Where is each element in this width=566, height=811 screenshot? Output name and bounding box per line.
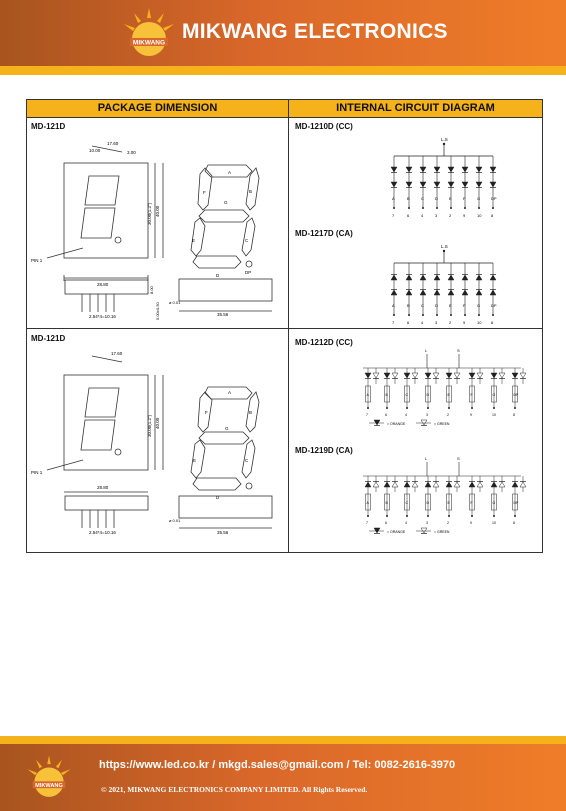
pin-node <box>406 407 408 409</box>
segment-label: C <box>421 303 424 308</box>
diode-icon <box>374 420 380 425</box>
segment-label: D <box>435 196 438 201</box>
dim-base-top: 28.80 <box>97 282 109 287</box>
segment-label: F <box>463 303 466 308</box>
pin-number: 4 <box>421 213 424 218</box>
copyright: © 2021, MIKWANG ELECTRONICS COMPANY LIMITED. All Rights Reserved. <box>101 785 368 794</box>
pin-node <box>436 207 438 209</box>
s-label: S <box>457 456 460 461</box>
diode-icon <box>491 482 497 487</box>
dim-height-bottom: 40.00 <box>155 417 160 429</box>
diode-icon <box>406 182 412 187</box>
diode-icon <box>392 373 398 378</box>
seg-c-top: C <box>245 238 249 243</box>
diode-icon <box>391 182 397 187</box>
diode-icon <box>490 275 496 280</box>
diode-icon <box>477 373 483 378</box>
pin-number: 4 <box>405 413 407 417</box>
common-node <box>443 250 445 252</box>
pin-number: 9 <box>470 521 472 525</box>
dim-height-top: 40.00 <box>155 205 160 217</box>
segment-label: D <box>435 303 438 308</box>
s-label: S <box>457 348 460 353</box>
pin-node <box>450 314 452 316</box>
diode-icon <box>520 373 526 378</box>
diode-icon <box>434 167 440 172</box>
circuit-title-cc-bottom: MD-1212D (CC) <box>295 338 353 347</box>
pin-node <box>464 207 466 209</box>
row-divider <box>27 328 542 329</box>
circuit-diagram-1217d <box>289 237 542 327</box>
diode-icon <box>433 373 439 378</box>
diode-icon <box>365 373 371 378</box>
diode-icon <box>512 482 518 487</box>
pin-node <box>471 515 473 517</box>
pin-node <box>448 515 450 517</box>
pin-number: 3 <box>435 213 438 218</box>
pin-number: 8 <box>513 521 515 525</box>
segment-label: C <box>405 501 409 505</box>
page-footer <box>0 736 566 811</box>
segment-label: A <box>366 501 369 505</box>
dim-pitch-top: 2.54*4=10.16 <box>89 314 116 319</box>
pin-number: 8 <box>491 213 494 218</box>
pin-number: 4 <box>405 521 407 525</box>
diode-icon <box>490 167 496 172</box>
dim-length-bottom: 35.56 <box>217 530 229 535</box>
diode-icon <box>365 482 371 487</box>
ls-label: L.S <box>441 137 448 142</box>
pin1-label-top: PIN 1 <box>31 258 43 263</box>
package-drawing-top <box>27 130 287 325</box>
segment-label: DP <box>491 303 497 308</box>
diode-icon <box>434 290 440 295</box>
segment-label: E <box>447 393 450 397</box>
dim-base-bottom: 28.80 <box>97 485 109 490</box>
pin-number: 9 <box>470 413 472 417</box>
dim-width-top: 17.60 <box>107 141 119 146</box>
pin-node <box>367 515 369 517</box>
pin-number: 3 <box>435 320 438 325</box>
pin-number: 7 <box>392 320 395 325</box>
contact-info[interactable]: https://www.led.co.kr / mkgd.sales@gmail.com / Tel: 0082-2616-3970 <box>99 759 456 771</box>
pin-node <box>448 407 450 409</box>
diode-icon <box>421 528 427 533</box>
diode-icon <box>462 182 468 187</box>
footer-logo-text: MIKWANG <box>35 782 63 789</box>
common-node <box>443 143 445 145</box>
pin-node <box>471 407 473 409</box>
dim-char-height-top: 30.00(1.2") <box>147 202 152 225</box>
pin-number: 6 <box>385 413 387 417</box>
diode-icon <box>512 373 518 378</box>
seg-b-bottom: B <box>249 410 253 415</box>
pin-node <box>450 207 452 209</box>
seg-d-top: D <box>216 273 220 278</box>
pin-node <box>406 515 408 517</box>
pin-node <box>514 407 516 409</box>
segment-label: D <box>426 393 430 397</box>
dim-depth-top: 8.00 <box>149 286 154 294</box>
diode-icon <box>420 182 426 187</box>
diode-icon <box>469 373 475 378</box>
pin-number: 6 <box>385 521 387 525</box>
segment-label: G <box>477 303 481 308</box>
diode-icon <box>412 482 418 487</box>
pin-node <box>393 207 395 209</box>
diode-icon <box>499 482 505 487</box>
diode-icon <box>406 290 412 295</box>
segment-label: F <box>470 501 473 505</box>
header-stripe <box>0 66 566 75</box>
diode-icon <box>476 167 482 172</box>
circuit-title-cc-top: MD-1210D (CC) <box>295 122 353 131</box>
diode-icon <box>476 275 482 280</box>
diode-icon <box>462 290 468 295</box>
diode-icon <box>448 275 454 280</box>
segment-label: E <box>449 303 452 308</box>
segment-label: DP <box>491 196 497 201</box>
diode-icon <box>491 373 497 378</box>
diode-icon <box>373 482 379 487</box>
diode-icon <box>406 275 412 280</box>
diode-icon <box>462 275 468 280</box>
diode-icon <box>434 275 440 280</box>
header-internal-circuit: INTERNAL CIRCUIT DIAGRAM <box>289 100 542 118</box>
segment-label: E <box>449 196 452 201</box>
seg-e-top: E <box>192 238 196 243</box>
pin-number: 2 <box>447 521 449 525</box>
pin-number: 3 <box>426 521 428 525</box>
pin-node <box>478 207 480 209</box>
diode-icon <box>384 373 390 378</box>
segment-label: DP <box>513 501 519 505</box>
pin-node <box>386 407 388 409</box>
diode-icon <box>520 482 526 487</box>
l-label: L <box>425 456 428 461</box>
circuit-diagram-1212d <box>289 346 542 444</box>
diode-icon <box>391 290 397 295</box>
segment-label: F <box>463 196 466 201</box>
legend-orange: = ORANGE <box>387 422 406 426</box>
dim-slant-top: 3.00 <box>127 150 136 155</box>
pin-number: 10 <box>492 521 496 525</box>
segment-label: C <box>405 393 409 397</box>
dim-seg-top: 10.00 <box>89 148 101 153</box>
diode-icon <box>476 290 482 295</box>
diode-icon <box>420 290 426 295</box>
pin-node <box>422 207 424 209</box>
pin-number: 9 <box>463 213 466 218</box>
diode-icon <box>490 182 496 187</box>
diode-icon <box>499 373 505 378</box>
diode-icon <box>392 482 398 487</box>
diode-icon <box>421 420 427 425</box>
dim-width-bottom: 17.60 <box>111 351 123 356</box>
seg-b-top: B <box>249 189 253 194</box>
pin-number: 3 <box>426 413 428 417</box>
pin-node <box>492 207 494 209</box>
model-label-bottom: MD-121D <box>31 334 66 343</box>
circuit-diagram-1219d <box>289 454 542 552</box>
segment-label: D <box>426 501 430 505</box>
seg-e-bottom: E <box>193 458 197 463</box>
pin-node <box>478 314 480 316</box>
dim-char-height-bottom: 30.00(1.2") <box>147 414 152 437</box>
segment-label: B <box>385 393 388 397</box>
pin-node <box>493 515 495 517</box>
pin-node <box>408 314 410 316</box>
pin-number: 7 <box>366 413 368 417</box>
pin-number: 8 <box>491 320 494 325</box>
seg-c-bottom: C <box>245 458 249 463</box>
pin-number: 2 <box>449 320 452 325</box>
diode-icon <box>448 167 454 172</box>
l-label: L <box>425 348 428 353</box>
header-package-dimension: PACKAGE DIMENSION <box>27 100 289 118</box>
segment-label: B <box>407 303 410 308</box>
pin-number: 10 <box>492 413 496 417</box>
segment-label: G <box>492 393 496 397</box>
diode-icon <box>420 167 426 172</box>
ls-label: L.S <box>441 244 448 249</box>
segment-label: C <box>421 196 424 201</box>
dim-phi-bottom: ø 0.01 <box>169 518 181 523</box>
pin-node <box>386 515 388 517</box>
diode-icon <box>404 373 410 378</box>
circuit-title-ca-top: MD-1217D (CA) <box>295 229 353 238</box>
logo-text: MIKWANG <box>132 39 166 47</box>
pin-number: 7 <box>366 521 368 525</box>
legend-green: = GREEN <box>434 422 450 426</box>
segment-label: DP <box>513 393 519 397</box>
diode-icon <box>425 373 431 378</box>
diode-icon <box>448 182 454 187</box>
diode-icon <box>425 482 431 487</box>
pin-node <box>514 515 516 517</box>
diode-icon <box>391 275 397 280</box>
pin-number: 4 <box>421 320 424 325</box>
diode-icon <box>446 482 452 487</box>
pin-node <box>422 314 424 316</box>
seg-f-top: F <box>203 190 206 195</box>
dim-pitch-bottom: 2.54*4=10.16 <box>89 530 116 535</box>
diode-icon <box>391 167 397 172</box>
legend-green: = GREEN <box>434 530 450 534</box>
dim-length-top: 35.56 <box>217 312 229 317</box>
diode-icon <box>384 482 390 487</box>
model-label-top: MD-121D <box>31 122 66 131</box>
diode-icon <box>448 290 454 295</box>
segment-label: A <box>392 303 395 308</box>
circuit-diagram-1210d <box>289 130 542 228</box>
pin1-label-bottom: PIN 1 <box>31 470 43 475</box>
seg-d-bottom: D <box>216 495 220 500</box>
pin-number: 2 <box>449 213 452 218</box>
pin-number: 10 <box>477 213 482 218</box>
diode-icon <box>462 167 468 172</box>
pin-number: 10 <box>477 320 482 325</box>
diode-icon <box>404 482 410 487</box>
diode-icon <box>406 167 412 172</box>
seg-dp-top: DP <box>245 270 252 275</box>
diode-icon <box>476 182 482 187</box>
diode-icon <box>373 373 379 378</box>
sun-logo-icon <box>120 6 178 60</box>
footer-stripe <box>0 736 566 744</box>
pin-node <box>427 515 429 517</box>
diode-icon <box>477 482 483 487</box>
circuit-title-ca-bottom: MD-1219D (CA) <box>295 446 353 455</box>
diode-icon <box>454 482 460 487</box>
pin-number: 7 <box>392 213 395 218</box>
diode-icon <box>434 182 440 187</box>
seg-g-top: G <box>224 200 228 205</box>
dim-lead-top: 5.00±0.50 <box>155 302 160 320</box>
segment-label: F <box>470 393 473 397</box>
diode-icon <box>412 373 418 378</box>
pin-node <box>367 407 369 409</box>
pin-node <box>393 314 395 316</box>
pin-node <box>493 407 495 409</box>
sun-logo-footer-icon <box>24 752 74 802</box>
pin-node <box>492 314 494 316</box>
segment-label: B <box>407 196 410 201</box>
segment-label: A <box>392 196 395 201</box>
diode-icon <box>420 275 426 280</box>
segment-label: B <box>385 501 388 505</box>
diode-icon <box>433 482 439 487</box>
pin-number: 9 <box>463 320 466 325</box>
pin-number: 2 <box>447 413 449 417</box>
segment-label: G <box>477 196 481 201</box>
spec-table <box>26 99 543 553</box>
pin-node <box>408 207 410 209</box>
diode-icon <box>490 290 496 295</box>
brand-name: MIKWANG ELECTRONICS <box>182 20 448 43</box>
pin-number: 6 <box>407 320 410 325</box>
diode-icon <box>469 482 475 487</box>
pin-node <box>427 407 429 409</box>
diode-icon <box>374 528 380 533</box>
pin-node <box>464 314 466 316</box>
segment-label: E <box>447 501 450 505</box>
pin-number: 6 <box>407 213 410 218</box>
seg-g-bottom: G <box>225 426 229 431</box>
seg-f-bottom: F <box>205 410 208 415</box>
pin-node <box>436 314 438 316</box>
segment-label: G <box>492 501 496 505</box>
segment-label: A <box>366 393 369 397</box>
diode-icon <box>446 373 452 378</box>
pin-number: 8 <box>513 413 515 417</box>
package-drawing-bottom <box>27 342 287 552</box>
diode-icon <box>454 373 460 378</box>
legend-orange: = ORANGE <box>387 530 406 534</box>
seg-a-top: A <box>228 170 232 175</box>
dim-phi-top: ø 0.01 <box>169 300 181 305</box>
seg-a-bottom: A <box>228 390 232 395</box>
